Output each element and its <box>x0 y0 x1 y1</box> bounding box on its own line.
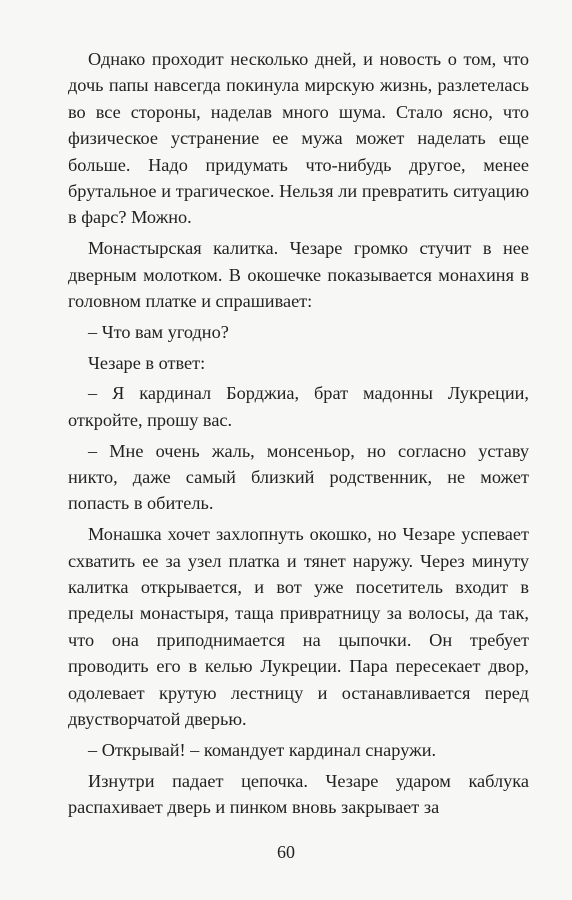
paragraph: – Что вам угодно? <box>88 321 229 342</box>
paragraph: Монастырская калитка. Чезаре громко стучит в нее дверным молотком. В окошечке показывается монахиня в головном платке и спрашивает: <box>68 238 529 312</box>
paragraph: Изнутри падает цепочка. Чезаре ударом каблука распахивает дверь и пинком вновь закрывает за <box>68 770 529 818</box>
paragraph: Монашка хочет захлопнуть окошко, но Чезаре успевает схватить ее за узел платка и тянет наружу. Через минуту калитка открывается, и вот уже посетитель входит в пределы монастыря, таща привратницу за волосы, да так, что она приподнимается на цыпочки. Он требует проводить его в келью Лукреции. Пара пересекает двор, одолевает крутую лестницу и останавливается перед двустворчатой дверью. <box>68 524 529 730</box>
paragraph: – Мне очень жаль, монсеньор, но согласно уставу никто, даже самый близкий родственник, не может попасть в обитель. <box>68 440 529 514</box>
paragraph: Чезаре в ответ: <box>88 352 206 373</box>
paragraph: – Я кардинал Борджиа, брат мадонны Лукреции, откройте, прошу вас. <box>68 383 529 430</box>
paragraph: – Открывай! – командует кардинал снаружи. <box>88 739 437 760</box>
page-text <box>68 46 529 821</box>
page-number: 60 <box>277 842 295 862</box>
paragraph: Однако проходит несколько дней, и новость о том, что дочь папы навсегда покинула мирскую жизнь, разлетелась во все стороны, наделав много шума. Стало ясно, что физическое устранение ее мужа может наделать еще больше. Надо придумать что-нибудь другое, менее брутальное и трагическое. Нельзя ли превратить ситуацию в фарс? Можно. <box>68 49 529 228</box>
